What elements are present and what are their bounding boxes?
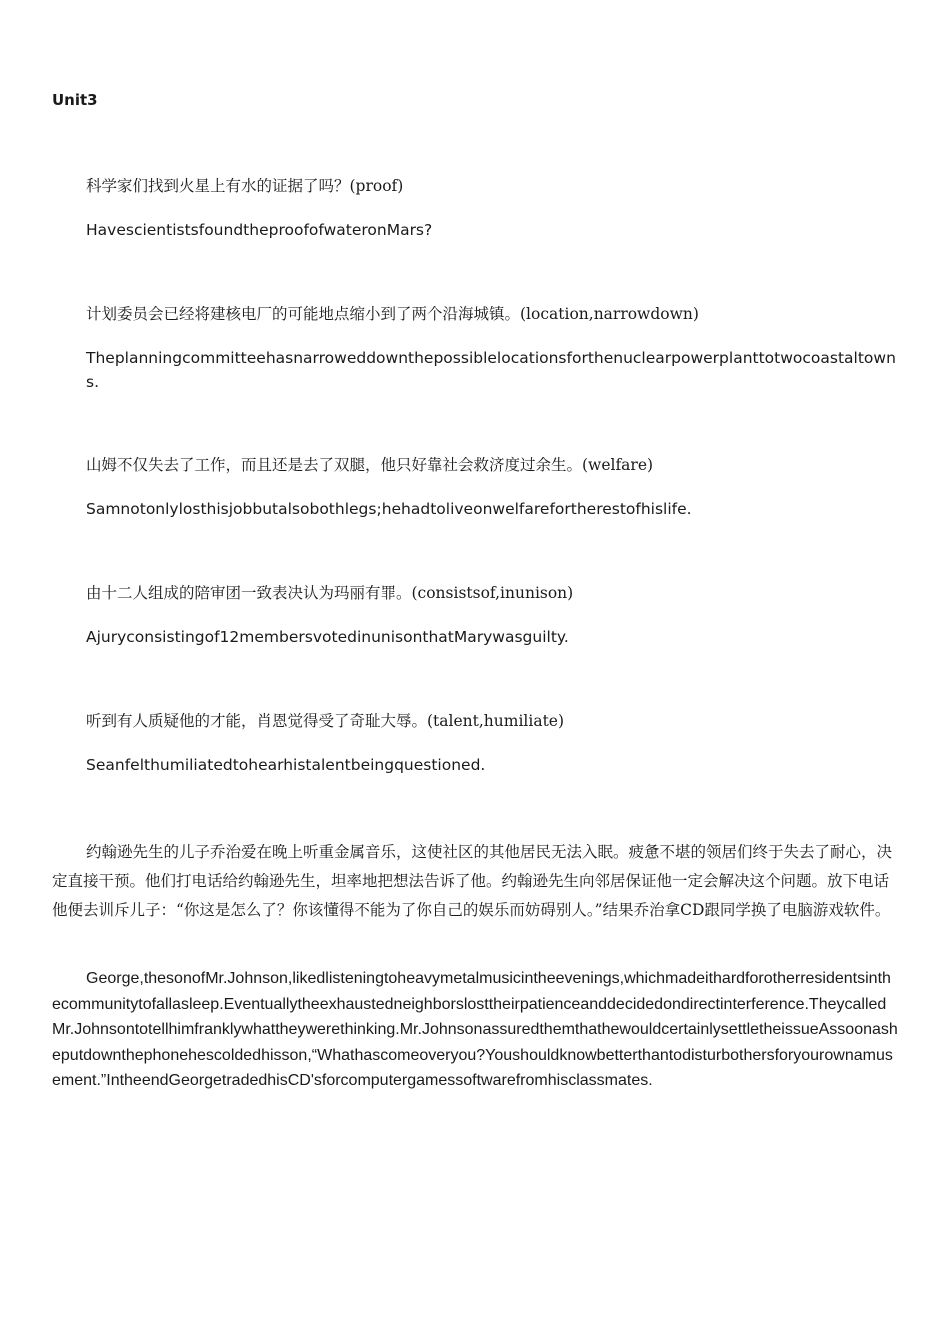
sentence-2-chinese: 计划委员会已经将建核电厂的可能地点缩小到了两个沿海城镇。(location,narrowdown) — [86, 305, 699, 323]
sentence-1-chinese: 科学家们找到火星上有水的证据了吗？(proof) — [86, 177, 404, 195]
sentence-4-english: Ajuryconsistingof12membersvotedinunisonthatMarywasguilty. — [86, 628, 569, 646]
passage-chinese: 约翰逊先生的儿子乔治爱在晚上听重金属音乐，这使社区的其他居民无法入眠。疲惫不堪的领居们终于失去了耐心，决定直接干预。他们打电话给约翰逊先生，坦率地把想法告诉了他。约翰逊先生向邻居保证他一定会解决这个问题。放下电话他便去训斥儿子：“你这是怎么了？你该懂得不能为了你自己的娱乐而妨碍别人。”结果乔治拿CD跟同学换了电脑游戏软件。 — [52, 843, 893, 919]
sentence-1-english: HavescientistsfoundtheproofofwateronMars? — [86, 221, 433, 239]
unit-title: Unit3 — [52, 91, 98, 109]
sentence-5-english: Seanfelthumiliatedtohearhistalentbeingquestioned. — [86, 756, 486, 774]
sentence-5-chinese: 听到有人质疑他的才能，肖恩觉得受了奇耻大辱。(talent,humiliate) — [86, 712, 565, 730]
sentence-4-chinese: 由十二人组成的陪审团一致表决认为玛丽有罪。(consistsof,inunison) — [86, 584, 574, 602]
sentence-3-chinese: 山姆不仅失去了工作，而且还是去了双腿，他只好靠社会救济度过余生。(welfare) — [86, 456, 654, 474]
passage-english: George,thesonofMr.Johnson,likedlisteningtoheavymetalmusicintheevenings,whichmadeithardforotherresidentsinthecommunitytofallasleep.Eventuallytheexhaustedneighborslosttheirpatienceanddecidedondirectinterference.TheycalledMr.Johnsontotellhimfranklywhattheywerethinking.Mr.JohnsonassuredthemthathewouldcertainlysettletheissueAssoonasheputdownthephonehescoldedhisson,“Whathascomeoveryou?Youshouldknowbetterthantodisturbothersforyourownamusement.”IntheendGeorgetradedhisCD'sforcomputergamessoftwarefromhisclassmates. — [52, 970, 898, 1089]
sentence-3-english: Samnotonlylosthisjobbutalsobothlegs;hehadtoliveonwelfarefortherestofhislife. — [86, 500, 692, 518]
sentence-2-english: Theplanningcommitteehasnarroweddownthepossiblelocationsforthenuclearpowerplanttotwocoastaltowns. — [86, 349, 896, 391]
